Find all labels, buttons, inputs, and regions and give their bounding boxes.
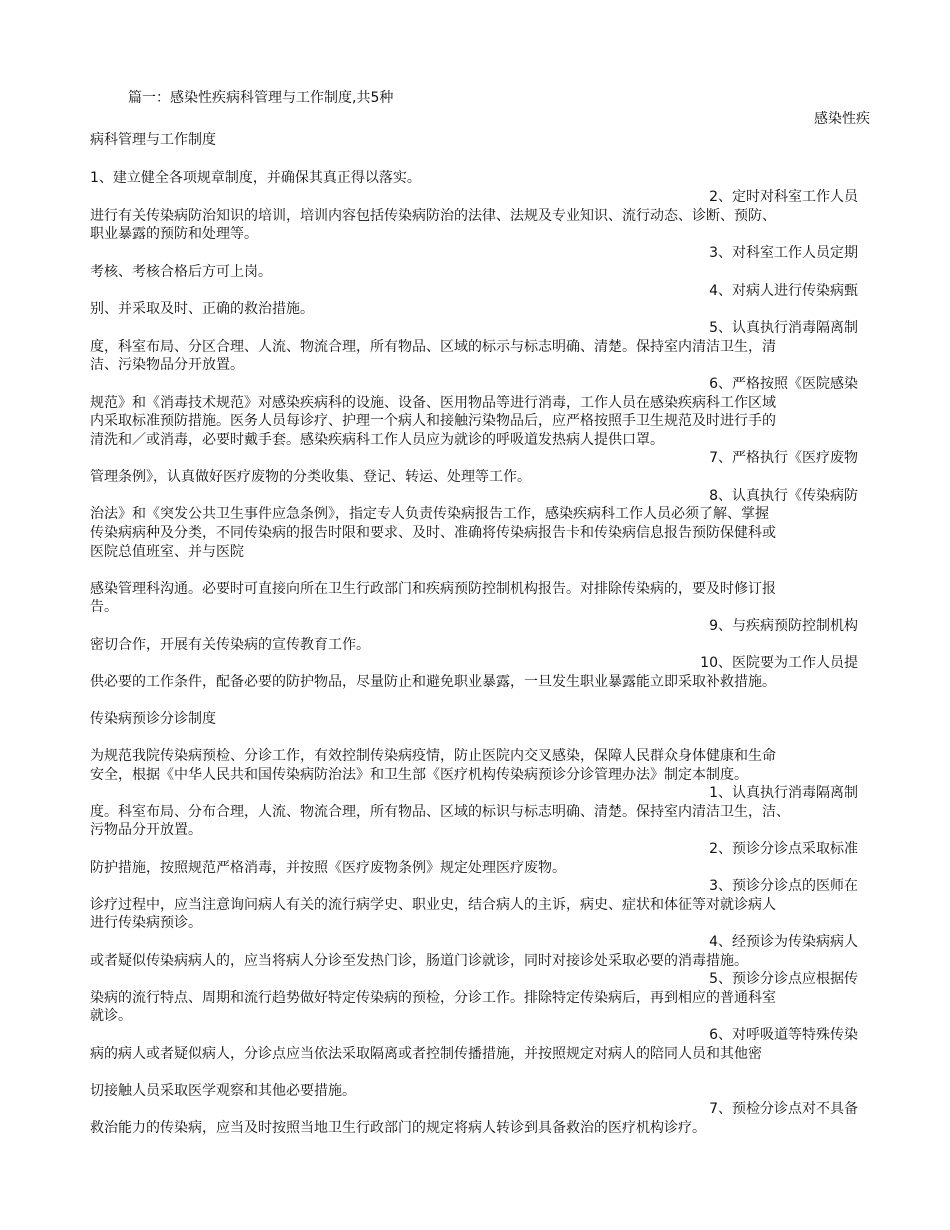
doc-line: 5、认真执行消毒隔离制: [709, 320, 858, 336]
doc-line: 10、医院要为工作人员提: [700, 655, 858, 671]
doc-line: 染病的流行特点、周期和流行趋势做好特定传染病的预检，分诊工作。排除特定传染病后，再到相应的普通科室: [90, 990, 776, 1006]
doc-line: 考核、考核合格后方可上岗。: [90, 264, 272, 280]
doc-line: 8、认真执行《传染病防: [709, 488, 858, 504]
doc-line: 诊疗过程中，应当注意询问病人有关的流行病学史、职业史，结合病人的主诉，病史、症状和体征等对就诊病人: [90, 897, 776, 913]
doc-line: 供必要的工作条件，配备必要的防护物品，尽量防止和避免职业暴露，一旦发生职业暴露能立即采取补救措施。: [90, 674, 776, 690]
doc-line: 医院总值班室、并与医院: [90, 544, 244, 560]
doc-line: 清洗和／或消毒，必要时戴手套。感染疾病科工作人员应为就诊的呼吸道发热病人提供口罩。: [90, 432, 664, 448]
section-heading: 病科管理与工作制度: [90, 132, 216, 148]
doc-line: 就诊。: [90, 1008, 132, 1024]
doc-line: 度。科室布局、分布合理，人流、物流合理，所有物品、区域的标识与标志明确、清楚。保持室内清洁卫生，洁、: [90, 804, 790, 820]
doc-line: 或者疑似传染病病人的，应当将病人分诊至发热门诊，肠道门诊就诊，同时对接诊处采取必要的消毒措施。: [90, 953, 748, 969]
doc-line: 进行有关传染病防治知识的培训，培训内容包括传染病防治的法律、法规及专业知识、流行动态、诊断、预防、: [90, 208, 776, 224]
doc-line: 感染性疾: [814, 111, 870, 127]
doc-line: 5、预诊分诊点应根据传: [709, 971, 858, 987]
doc-line: 3、对科室工作人员定期: [709, 245, 858, 261]
doc-line: 职业暴露的预防和处理等。: [90, 226, 258, 242]
doc-line: 密切合作，开展有关传染病的宣传教育工作。: [90, 637, 370, 653]
doc-line: 洁、污染物品分开放置。: [90, 357, 244, 373]
doc-line: 9、与疾病预防控制机构: [709, 618, 858, 634]
doc-line: 污物品分开放置。: [90, 822, 202, 838]
doc-line: 防护措施，按照规范严格消毒，并按照《医疗废物条例》规定处理医疗废物。: [90, 860, 566, 876]
doc-line: 2、预诊分诊点采取标准: [709, 841, 858, 857]
doc-line: 1、建立健全各项规章制度，并确保其真正得以落实。: [90, 170, 421, 186]
doc-line: 7、严格执行《医疗废物: [709, 450, 858, 466]
doc-line: 管理条例》，认真做好医疗废物的分类收集、登记、转运、处理等工作。: [90, 469, 531, 485]
doc-line: 告。: [90, 599, 118, 615]
doc-line: 救治能力的传染病，应当及时按照当地卫生行政部门的规定将病人转诊到具备救治的医疗机构诊疗。: [90, 1120, 706, 1136]
doc-line: 进行传染病预诊。: [90, 915, 202, 931]
doc-line: 度，科室布局、分区合理、人流、物流合理，所有物品、区域的标示与标志明确、清楚。保持室内清洁卫生，清: [90, 339, 776, 355]
doc-line: 3、预诊分诊点的医师在: [709, 878, 858, 894]
doc-line: 别、并采取及时、正确的救治措施。: [90, 301, 314, 317]
doc-line: 7、预检分诊点对不具备: [709, 1101, 858, 1117]
doc-line: 病的病人或者疑似病人，分诊点应当依法采取隔离或者控制传播措施，并按照规定对病人的陪同人员和其他密: [90, 1046, 762, 1062]
section-heading: 传染病预诊分诊制度: [90, 711, 216, 727]
doc-line: 安全，根据《中华人民共和国传染病防治法》和卫生部《医疗机构传染病预诊分诊管理办法》制定本制度。: [90, 767, 748, 783]
doc-line: 1、认真执行消毒隔离制: [709, 785, 858, 801]
doc-line: 切接触人员采取医学观察和其他必要措施。: [90, 1083, 356, 1099]
doc-line: 2、定时对科室工作人员: [709, 189, 858, 205]
doc-line: 6、严格按照《医院感染: [709, 376, 858, 392]
doc-line: 感染管理科沟通。必要时可直接向所在卫生行政部门和疾病预防控制机构报告。对排除传染病的，要及时修订报: [90, 581, 776, 597]
doc-line: 内采取标准预防措施。医务人员每诊疗、护理一个病人和接触污染物品后，应严格按照手卫生规范及时进行手的: [90, 413, 776, 429]
doc-line: 治法》和《突发公共卫生事件应急条例》，指定专人负责传染病报告工作，感染疾病科工作人员必须了解、掌握: [90, 506, 769, 522]
doc-line: 4、对病人进行传染病甄: [709, 283, 858, 299]
doc-line: 4、经预诊为传染病病人: [709, 934, 858, 950]
doc-title: 篇一：感染性疾病科管理与工作制度,共5种: [128, 90, 394, 106]
doc-line: 传染病病种及分类，不同传染病的报告时限和要求、及时、准确将传染病报告卡和传染病信息报告预防保健科或: [90, 525, 776, 541]
doc-line: 为规范我院传染病预检、分诊工作，有效控制传染病疫情，防止医院内交叉感染，保障人民群众身体健康和生命: [90, 748, 776, 764]
doc-line: 规范》和《消毒技术规范》对感染疾病科的设施、设备、医用物品等进行消毒，工作人员在感染疾病科工作区域: [90, 395, 776, 411]
doc-line: 6、对呼吸道等特殊传染: [709, 1027, 858, 1043]
